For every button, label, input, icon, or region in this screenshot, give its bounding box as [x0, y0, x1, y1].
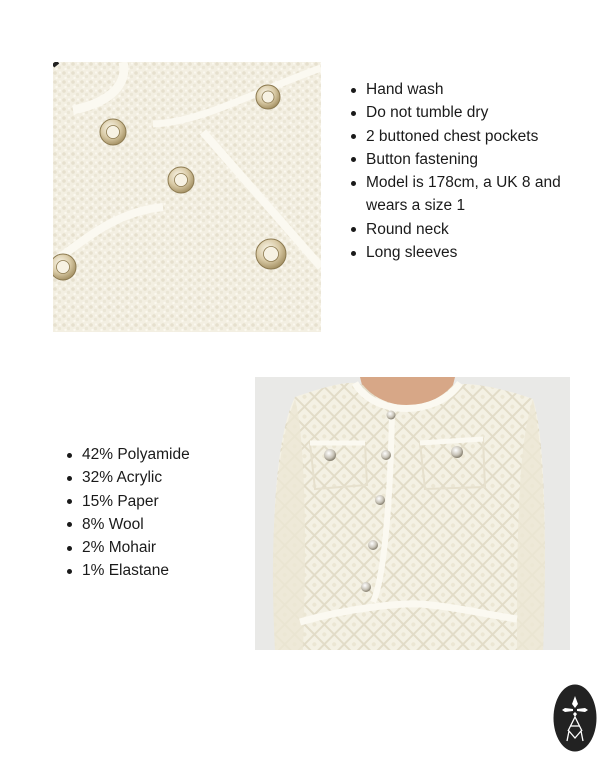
list-item: 1% Elastane — [66, 559, 236, 582]
list-item: 2 buttoned chest pockets — [350, 125, 570, 148]
list-item: Round neck — [350, 218, 570, 241]
brand-monogram-logo-icon — [553, 684, 597, 752]
list-item: Button fastening — [350, 148, 570, 171]
jacket-model-image — [255, 377, 570, 650]
brand-logo — [553, 684, 597, 752]
list-item: Do not tumble dry — [350, 101, 570, 124]
list-item: 15% Paper — [66, 490, 236, 513]
list-item: 32% Acrylic — [66, 466, 236, 489]
list-item: Long sleeves — [350, 241, 570, 264]
fabric-closeup-image — [53, 62, 321, 332]
list-item: Model is 178cm, a UK 8 and wears a size 1 — [350, 171, 570, 218]
composition-list — [66, 443, 236, 583]
list-item: 8% Wool — [66, 513, 236, 536]
list-item: 2% Mohair — [66, 536, 236, 559]
care-details-list — [350, 78, 570, 264]
list-item: 42% Polyamide — [66, 443, 236, 466]
list-item: Hand wash — [350, 78, 570, 101]
